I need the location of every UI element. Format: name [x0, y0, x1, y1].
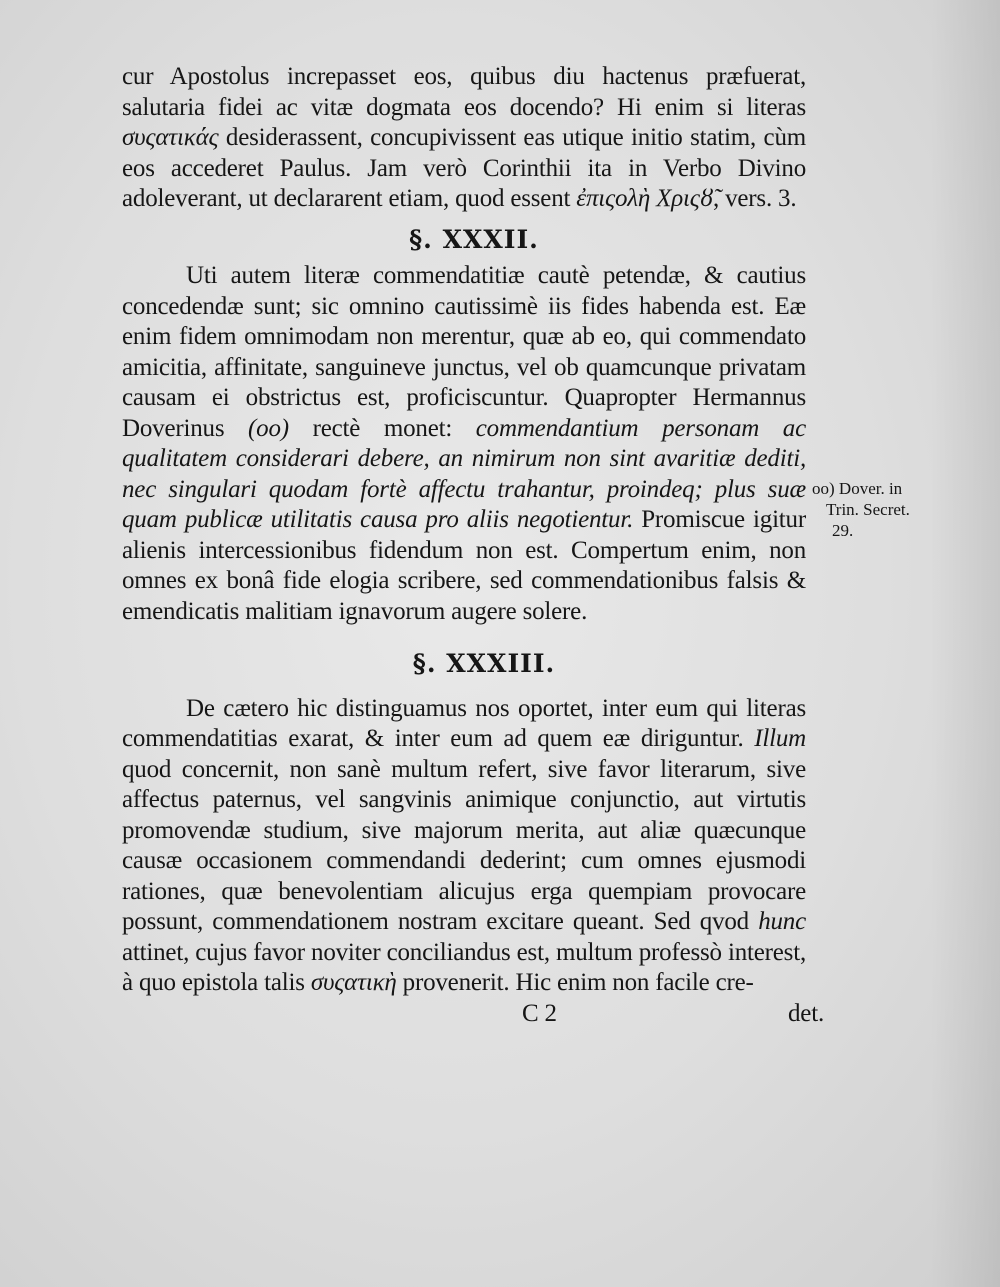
paragraph-3-text-c: attinet, cujus favor noviter conciliandus est, multum professò interest, à quo epistola talis [122, 938, 806, 996]
main-text-column [122, 62, 824, 1031]
page-edge-shadow [930, 0, 1000, 1287]
doverinus-quotation: commendantium personam ac qualitatem considerari debere, an nimirum non sint avaritiæ dediti, nec singulari quodam fortè affectu trahantur, proindeq; plus suæ quam publicæ utilitatis causa pro aliis negotientur. [122, 414, 806, 533]
greek-term-systatike: συςατικὴ [310, 969, 397, 996]
paragraph-3-text-b: quod concernit, non sanè multum refert, sive favor literarum, sive affectus paternus, vel sangvinis animique conjunctio, aut virtutis promovendæ studium, sive majorum merita, aut aliæ quæcunque causæ occasionem commendandi dederint; cum omnes ejusmodi rationes, quæ benevolentiam alicujus erga quempiam provocare possunt, commendationem nostram excitare queant. Sed qvod [122, 755, 806, 935]
marginal-line-1: oo) Dover. in [812, 479, 903, 498]
paragraph-1-text-a: cur Apostolus increpasset eos, quibus diu hactenus præfuerat, salutaria fidei ac vitæ dogmata eos docendo? Hi enim si literas [122, 63, 806, 121]
greek-term-systatikas: συςατικάς [122, 124, 219, 151]
paragraph-1-text-b: desiderassent, concupivissent eas utique initio statim, cùm eos accederet Paulus. Jam verò Corinthii ita in Verbo Divino adoleverant, ut declararent etiam, quod essent [122, 124, 806, 212]
paragraph-3 [122, 694, 806, 999]
paragraph-3-text-d: provenerit. Hic enim non facile cre- [396, 969, 754, 996]
section-heading-33: §. XXXIII. [412, 649, 556, 678]
emphasis-illum: Illum [754, 725, 806, 752]
greek-term-epistole-christou: ἐπιςολὴ Χριςȣ̃ [576, 185, 713, 212]
catchword: det. [788, 999, 824, 1027]
emphasis-hunc: hunc [758, 908, 806, 935]
footnote-marker-oo: (oo) [248, 414, 289, 442]
page-footer [122, 999, 824, 1031]
paragraph-2-text-b: rectè monet: [288, 414, 476, 442]
marginal-line-2: Trin. Secret. [826, 500, 910, 519]
paragraph-1 [122, 62, 806, 215]
marginal-line-3: 29. [832, 521, 854, 540]
marginal-footnote [812, 478, 942, 541]
signature-mark: C 2 [522, 999, 557, 1027]
paragraph-2-text-a: Uti autem literæ commendatitiæ cautè petendæ, & cautius concedendæ sunt; sic omnino cautissimè iis fides habenda est. Eæ enim fidem omnimodam non merentur, quæ ab eo, qui commendato amicitia, affinitate, sanguineve junctus, vel ob quamcunque privatam causam ei obstrictus est, proficiscuntur. Quapropter Hermannus Doverinus [122, 262, 806, 442]
section-heading-32: §. XXXII. [409, 224, 539, 254]
paragraph-1-text-c: , vers. 3. [713, 185, 797, 212]
paragraph-2 [122, 261, 806, 627]
paragraph-3-text-a: De cætero hic distinguamus nos oportet, inter eum qui literas commendatitias exarat, & inter eum ad quem eæ diriguntur. [122, 694, 806, 752]
paragraph-2-text-c: Promiscue igitur alienis intercessionibus fidendum non est. Compertum enim, non omnes ex bonâ fide elogia scribere, sed commendationibus falsis & emendicatis malitiam ignavorum augere solere. [122, 506, 806, 625]
